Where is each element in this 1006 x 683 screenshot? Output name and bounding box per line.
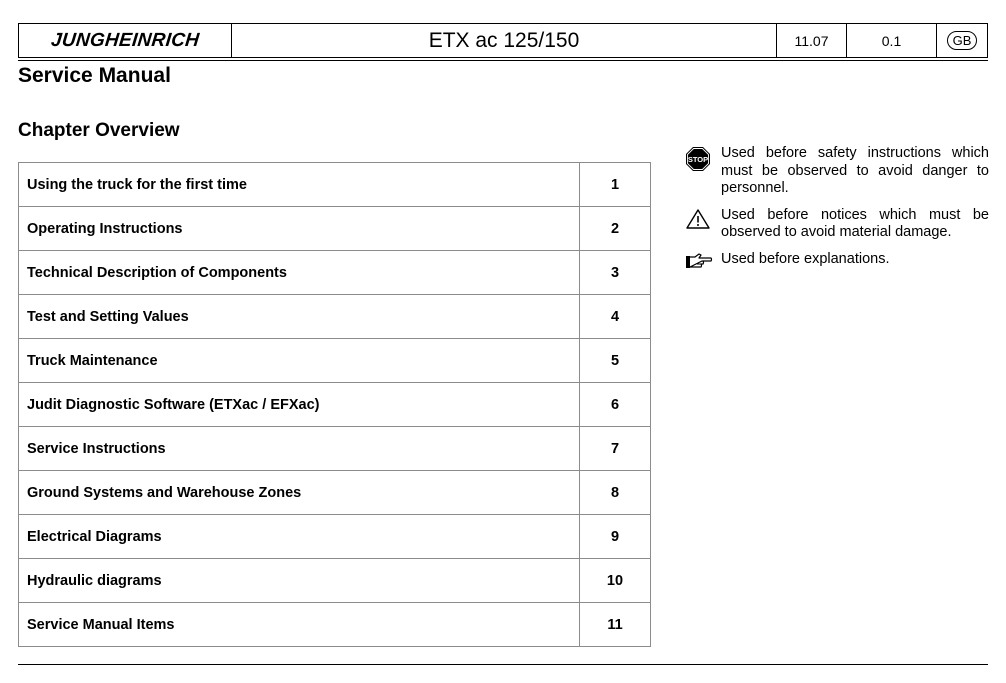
document-header: [18, 23, 988, 58]
stop-sign-label: STOP: [687, 155, 709, 164]
table-row[interactable]: [19, 251, 651, 295]
legend-item-stop: [685, 145, 989, 198]
chapter-number: 8: [580, 471, 651, 515]
table-row[interactable]: [19, 603, 651, 647]
chapter-name: Service Manual Items: [19, 603, 580, 647]
pointing-hand-icon: [685, 251, 721, 275]
chapter-name: Using the truck for the first time: [19, 163, 580, 207]
chapter-name: Technical Description of Components: [19, 251, 580, 295]
chapter-number: 10: [580, 559, 651, 603]
chapter-number: 6: [580, 383, 651, 427]
footer-divider: [18, 664, 988, 665]
language-cell: [937, 24, 987, 57]
model-title: ETX ac 125/150: [232, 24, 777, 57]
legend-text: Used before safety instructions which must be observed to avoid danger to personnel.: [721, 145, 989, 196]
legend-item-hand: [685, 251, 989, 275]
company-logo: JUNGHEINRICH: [49, 29, 201, 51]
chapter-name: Service Instructions: [19, 427, 580, 471]
header-divider: [18, 60, 988, 61]
table-row[interactable]: [19, 295, 651, 339]
chapter-number: 5: [580, 339, 651, 383]
chapter-number: 4: [580, 295, 651, 339]
table-row[interactable]: [19, 471, 651, 515]
chapter-name: Truck Maintenance: [19, 339, 580, 383]
language-badge: GB: [947, 31, 978, 50]
chapter-number: 3: [580, 251, 651, 295]
chapter-name: Operating Instructions: [19, 207, 580, 251]
section-title: Chapter Overview: [18, 120, 180, 141]
chapter-number: 1: [580, 163, 651, 207]
chapter-table: [18, 162, 651, 647]
chapter-name: Ground Systems and Warehouse Zones: [19, 471, 580, 515]
table-row[interactable]: [19, 163, 651, 207]
table-row[interactable]: [19, 383, 651, 427]
chapter-number: 11: [580, 603, 651, 647]
chapter-name: Judit Diagnostic Software (ETXac / EFXac): [19, 383, 580, 427]
edition-date: 11.07: [777, 24, 847, 57]
stop-sign-icon: [685, 145, 721, 198]
table-row[interactable]: [19, 427, 651, 471]
legend-item-warning: [685, 207, 989, 242]
table-row[interactable]: [19, 207, 651, 251]
document-title: Service Manual: [18, 64, 171, 87]
logo-cell: [19, 24, 232, 57]
legend-text: Used before notices which must be observed to avoid material damage.: [721, 206, 989, 240]
chapter-number: 7: [580, 427, 651, 471]
chapter-number: 2: [580, 207, 651, 251]
chapter-name: Electrical Diagrams: [19, 515, 580, 559]
chapter-name: Hydraulic diagrams: [19, 559, 580, 603]
chapter-name: Test and Setting Values: [19, 295, 580, 339]
legend-text: Used before explanations.: [721, 250, 890, 267]
chapter-number: 9: [580, 515, 651, 559]
table-row[interactable]: [19, 559, 651, 603]
symbol-legend: [685, 145, 989, 284]
table-row[interactable]: [19, 515, 651, 559]
page-version: 0.1: [847, 24, 937, 57]
table-row[interactable]: [19, 339, 651, 383]
warning-triangle-icon: [685, 207, 721, 242]
